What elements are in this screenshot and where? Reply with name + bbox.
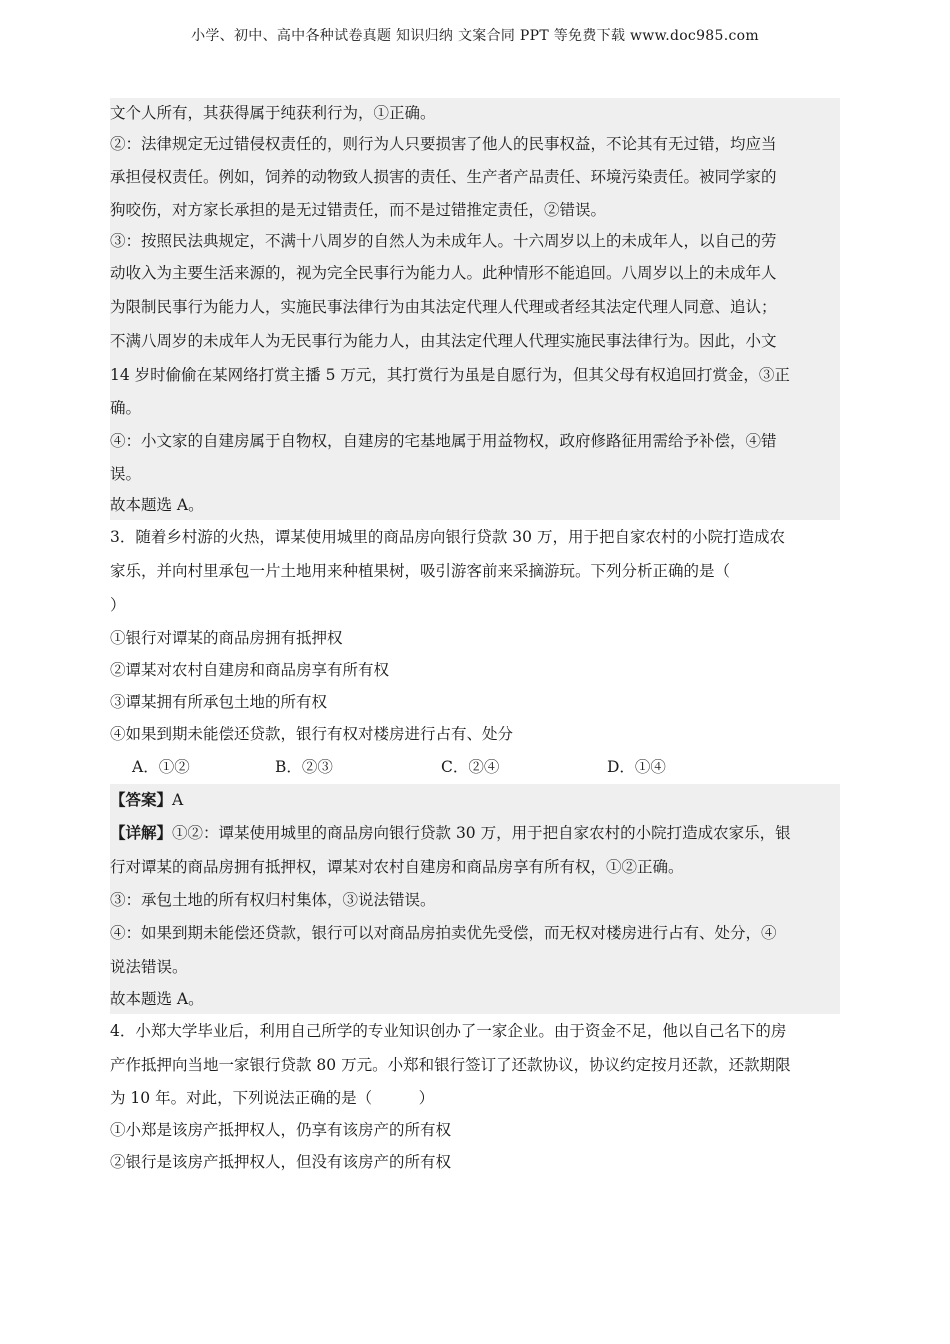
detail-line <box>110 816 840 850</box>
detail-line: ④：如果到期未能偿还贷款，银行可以对商品房拍卖优先受偿，而无权对楼房进行占有、处分，④ <box>110 924 777 942</box>
question-stem-line: ） <box>110 596 126 614</box>
explanation-line: 动收入为主要生活来源的，视为完全民事行为能力人。此种情形不能追回。八周岁以上的未成年人 <box>110 264 777 282</box>
answer-tag: 【答案】 <box>110 790 173 809</box>
question-stem-line: 4．小郑大学毕业后，利用自己所学的专业知识创办了一家企业。由于资金不足，他以自己名下的房 <box>110 1022 787 1040</box>
conclusion-line: 故本题选 A。 <box>110 990 204 1008</box>
explanation-line: ③：按照民法典规定，不满十八周岁的自然人为未成年人。十六周岁以上的未成年人，以自己的劳 <box>110 232 777 250</box>
explanation-line: 误。 <box>110 465 142 483</box>
explanation-block-q2 <box>110 98 840 520</box>
statement-item: ①银行对谭某的商品房拥有抵押权 <box>110 629 343 647</box>
detail-line: 说法错误。 <box>110 958 188 976</box>
answer-line <box>110 784 840 816</box>
question-4 <box>110 1014 840 1178</box>
statement-item: ③谭某拥有所承包土地的所有权 <box>110 693 328 711</box>
statement-item: ②谭某对农村自建房和商品房享有所有权 <box>110 661 390 679</box>
explanation-line: 承担侵权责任。例如，饲养的动物致人损害的责任、生产者产品责任、环境污染责任。被同学家的 <box>110 168 777 186</box>
conclusion-line: 故本题选 A。 <box>110 496 204 514</box>
page-header: 小学、初中、高中各种试卷真题 知识归纳 文案合同 PPT 等免费下载 www.doc985.com <box>191 28 759 44</box>
explanation-line: 文个人所有，其获得属于纯获利行为，①正确。 <box>110 104 436 122</box>
explanation-line: 14 岁时偷偷在某网络打赏主播 5 万元，其打赏行为虽是自愿行为，但其父母有权追回打赏金，③正 <box>110 366 790 384</box>
option-d: D．①④ <box>607 758 666 776</box>
question-stem-line: 为 10 年。对此，下列说法正确的是（ ） <box>110 1089 435 1107</box>
detail-text: ①②：谭某使用城里的商品房向银行贷款 30 万，用于把自家农村的小院打造成农家乐，银 <box>172 824 791 842</box>
explanation-line: ④：小文家的自建房属于自物权，自建房的宅基地属于用益物权，政府修路征用需给予补偿，④错 <box>110 432 777 450</box>
question-3 <box>110 520 840 784</box>
explanation-line: 狗咬伤，对方家长承担的是无过错责任，而不是过错推定责任，②错误。 <box>110 201 607 219</box>
statement-item: ④如果到期未能偿还贷款，银行有权对楼房进行占有、处分 <box>110 725 514 743</box>
option-b: B．②③ <box>275 758 333 776</box>
answer-options <box>110 750 840 784</box>
detail-tag: 【详解】 <box>110 823 173 842</box>
statement-item: ①小郑是该房产抵押权人，仍享有该房产的所有权 <box>110 1121 452 1139</box>
detail-line: ③：承包土地的所有权归村集体，③说法错误。 <box>110 891 436 909</box>
option-a: A．①② <box>132 758 190 776</box>
explanation-line: 不满八周岁的未成年人为无民事行为能力人，由其法定代理人代理实施民事法律行为。因此，小文 <box>110 332 777 350</box>
question-stem-line: 产作抵押向当地一家银行贷款 80 万元。小郑和银行签订了还款协议，协议约定按月还款，还款期限 <box>110 1056 791 1074</box>
detail-line: 行对谭某的商品房拥有抵押权，谭某对农村自建房和商品房享有所有权，①②正确。 <box>110 858 684 876</box>
answer-block-q3 <box>110 784 840 1014</box>
question-stem-line: 家乐，并向村里承包一片土地用来种植果树，吸引游客前来采摘游玩。下列分析正确的是（ <box>110 562 731 580</box>
explanation-line: 确。 <box>110 399 142 417</box>
statement-item: ②银行是该房产抵押权人，但没有该房产的所有权 <box>110 1153 452 1171</box>
document-body <box>110 98 840 1178</box>
option-c: C．②④ <box>441 758 500 776</box>
explanation-line: 为限制民事行为能力人，实施民事法律行为由其法定代理人代理或者经其法定代理人同意、追认； <box>110 298 777 316</box>
question-stem-line: 3．随着乡村游的火热，谭某使用城里的商品房向银行贷款 30 万，用于把自家农村的小院打造成农 <box>110 528 785 546</box>
explanation-line: ②：法律规定无过错侵权责任的，则行为人只要损害了他人的民事权益，不论其有无过错，均应当 <box>110 135 777 153</box>
answer-value: A <box>172 791 184 809</box>
